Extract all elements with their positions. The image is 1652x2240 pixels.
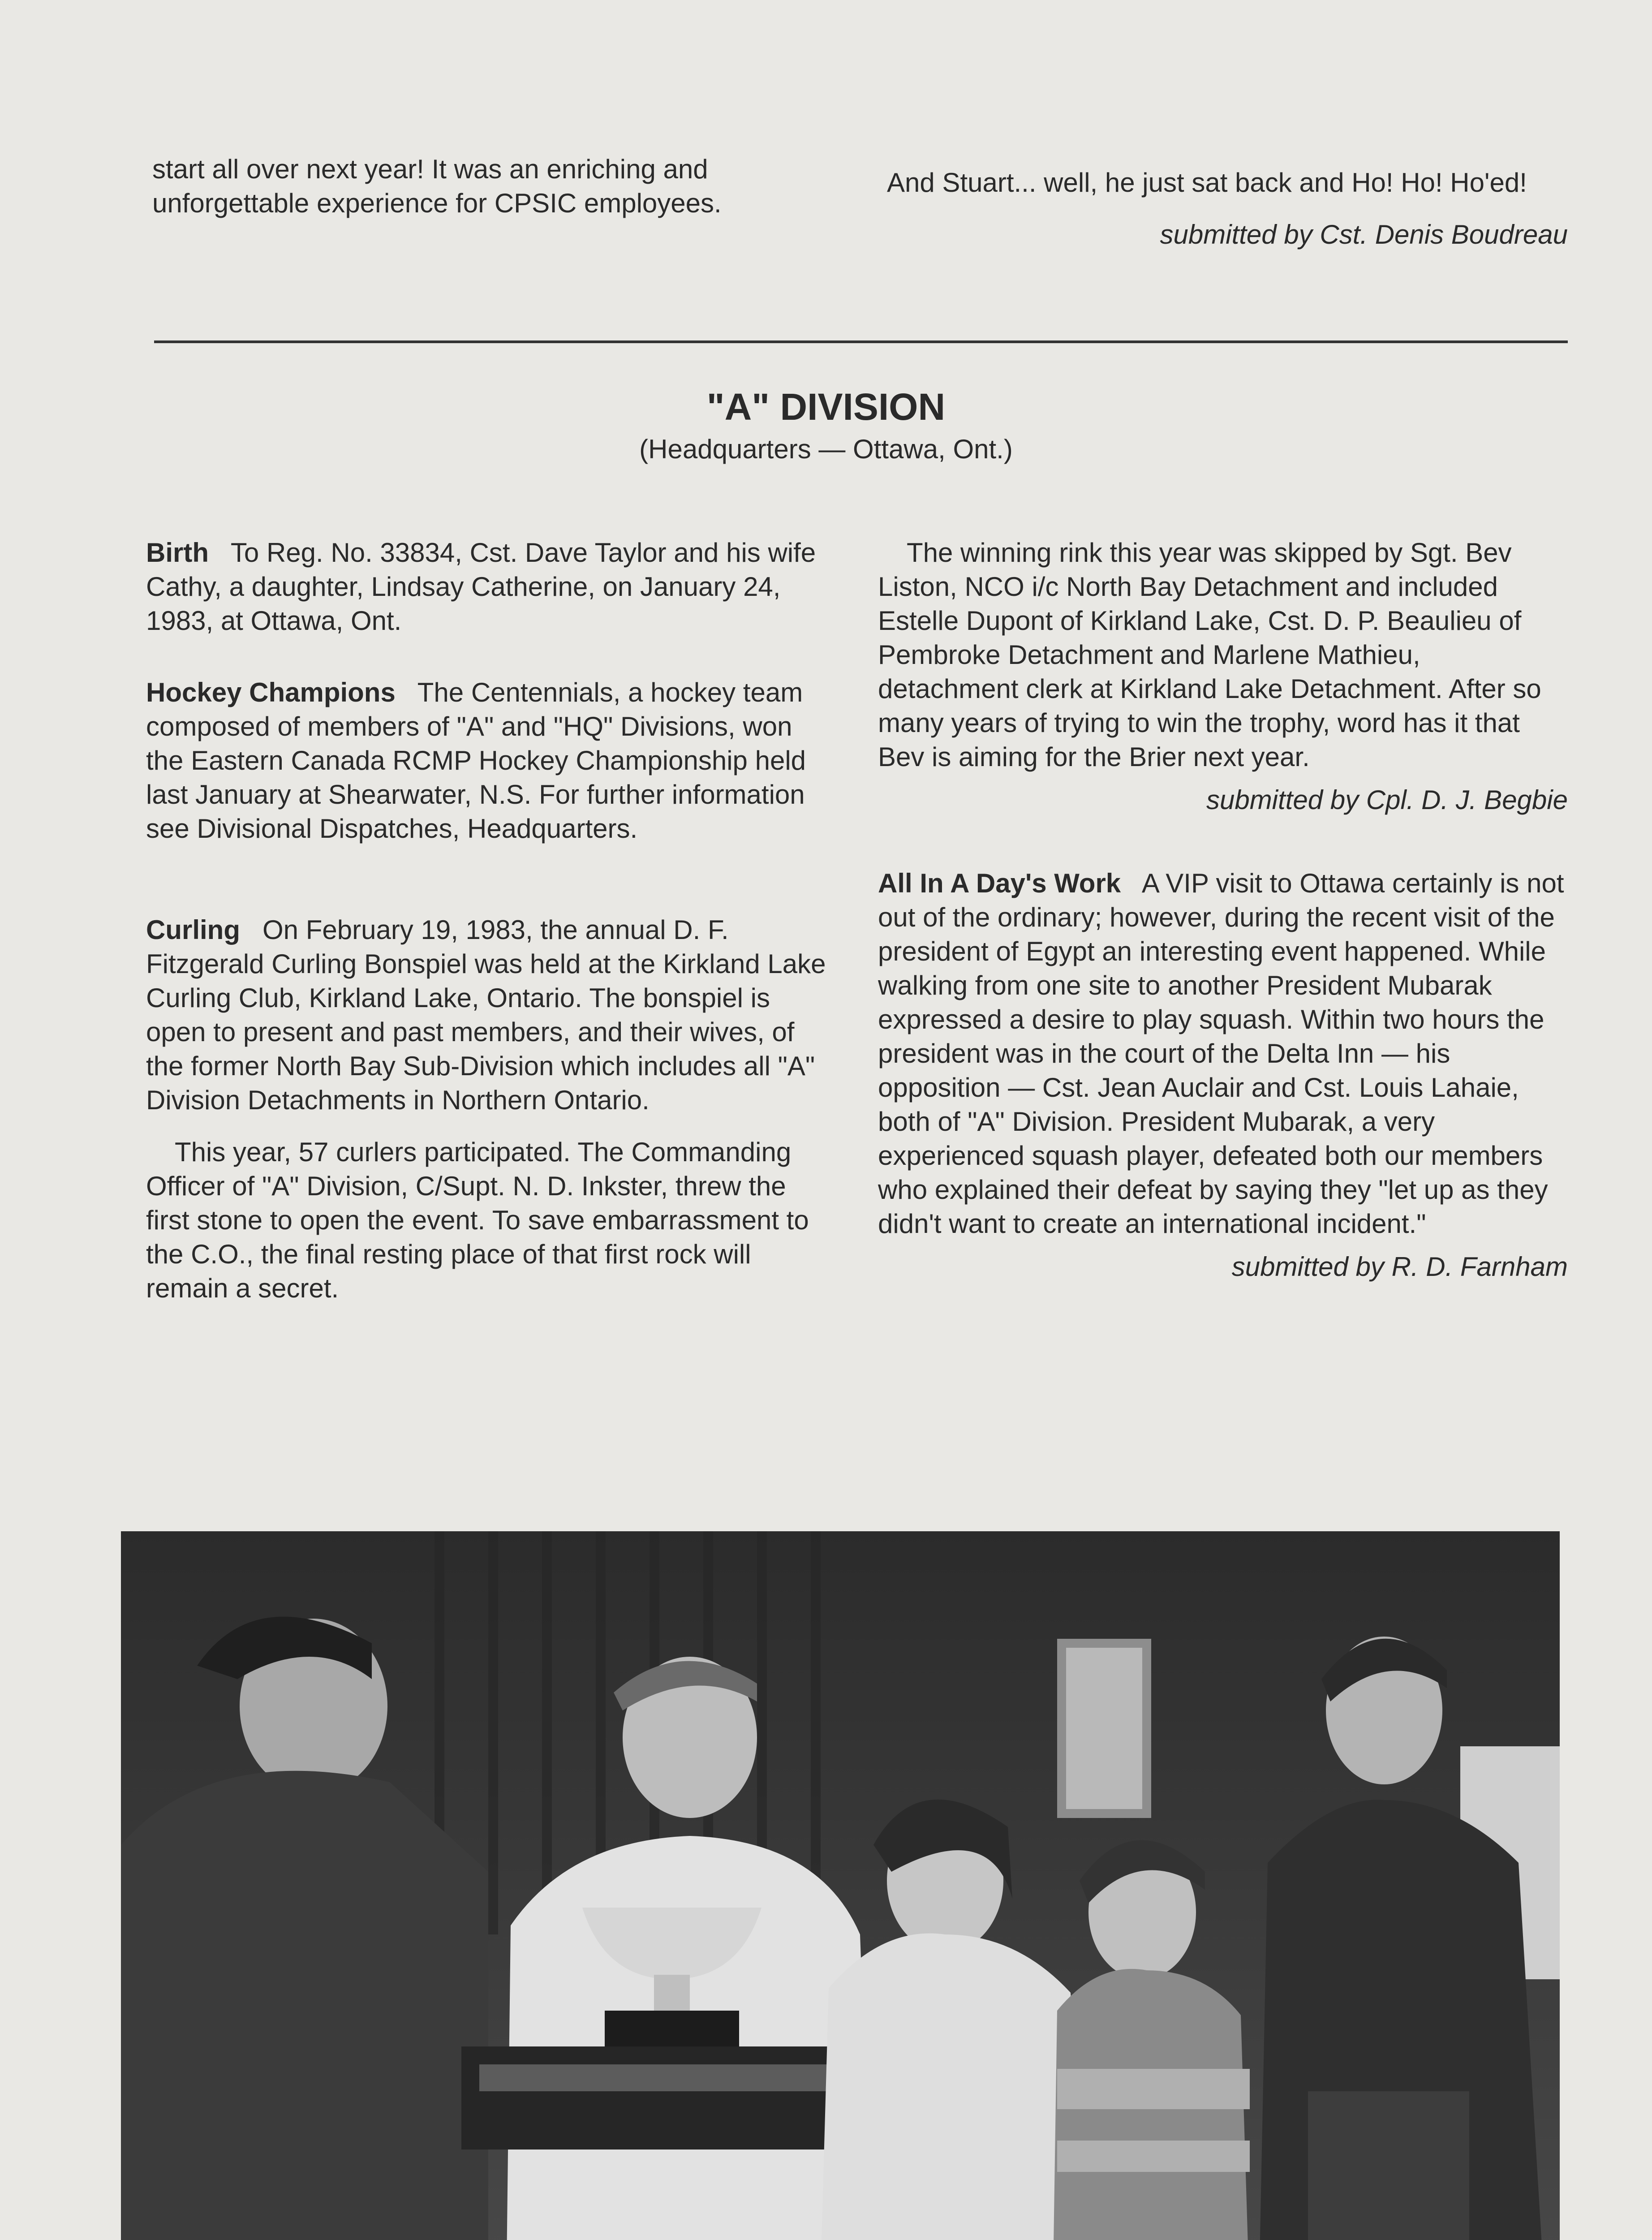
hockey-text: The Centennials, a hockey team composed of members of "A" and "HQ" Divisions, won the Eastern Canada RCMP Hockey Championship held last January at Shearwater, N.S. For further information see Divisional Dispatches, Headquarters.	[146, 677, 806, 844]
hockey-paragraph	[146, 676, 836, 846]
section-divider	[154, 340, 1568, 343]
signature-boudreau: submitted by Cst. Denis Boudreau	[1160, 220, 1568, 250]
days-work-text: A VIP visit to Ottawa certainly is not out of the ordinary; however, during the recent visit of the president of Egypt an interesting event happened. While walking from one site to another President Mubarak expressed a desire to play squash. Within two hours the president was in the court of the Delta Inn — his opposition — Cst. Jean Auclair and Cst. Louis Lahaie, both of "A" Division. President Mubarak, a very experienced squash player, defeated both our members who explained their defeat by saying they "let up as they didn't want to create an international incident."	[878, 868, 1564, 1239]
curling-paragraph-2: This year, 57 curlers participated. The Commanding Officer of "A" Division, C/Supt. N. D. Inkster, threw the first stone to open the event. To save embarrassment to the C.O., the final resting place of that first rock will remain a secret.	[146, 1137, 809, 1303]
top-right-continuation	[887, 166, 1568, 289]
curling-heading: Curling	[146, 915, 240, 945]
trophy-photograph	[121, 1531, 1560, 2240]
hockey-heading: Hockey Champions	[146, 677, 396, 707]
birth-text: To Reg. No. 33834, Cst. Dave Taylor and his wife Cathy, a daughter, Lindsay Catherine, on January 24, 1983, at Ottawa, Ont.	[146, 538, 816, 636]
section-title: "A" DIVISION	[706, 386, 946, 428]
signature-farnham: submitted by R. D. Farnham	[1231, 1252, 1568, 1282]
birth-heading: Birth	[146, 538, 209, 568]
curling-paragraph	[146, 913, 836, 1117]
days-work-paragraph	[878, 866, 1568, 1241]
signature-begbie: submitted by Cpl. D. J. Begbie	[1206, 785, 1568, 815]
continuation-text-left: start all over next year! It was an enriching and unforgettable experience for CPSIC employees.	[152, 154, 722, 218]
curling-text: On February 19, 1983, the annual D. F. Fitzgerald Curling Bonspiel was held at the Kirkland Lake Curling Club, Kirkland Lake, Ontario. The bonspiel is open to present and past members, and their wives, of the former North Bay Sub-Division which includes all "A" Division Detachments in Northern Ontario.	[146, 915, 826, 1115]
days-work-heading: All In A Day's Work	[878, 868, 1121, 898]
right-column	[878, 536, 1568, 1322]
section-subtitle: (Headquarters — Ottawa, Ont.)	[639, 434, 1013, 464]
top-left-continuation	[152, 152, 851, 258]
winning-rink-paragraph: The winning rink this year was skipped by Sgt. Bev Liston, NCO i/c North Bay Detachment and included Estelle Dupont of Kirkland Lake, Cst. D. P. Beaulieu of Pembroke Detachment and Marlene Mathieu, detachment clerk at Kirkland Lake Detachment. After so many years of trying to win the trophy, word has it that Bev is aiming for the Brier next year.	[878, 538, 1541, 772]
left-column	[146, 536, 836, 1343]
photo-illustration	[121, 1531, 1560, 2240]
birth-paragraph	[146, 536, 836, 638]
continuation-text-right: And Stuart... well, he just sat back and Ho! Ho! Ho'ed!	[887, 168, 1527, 198]
